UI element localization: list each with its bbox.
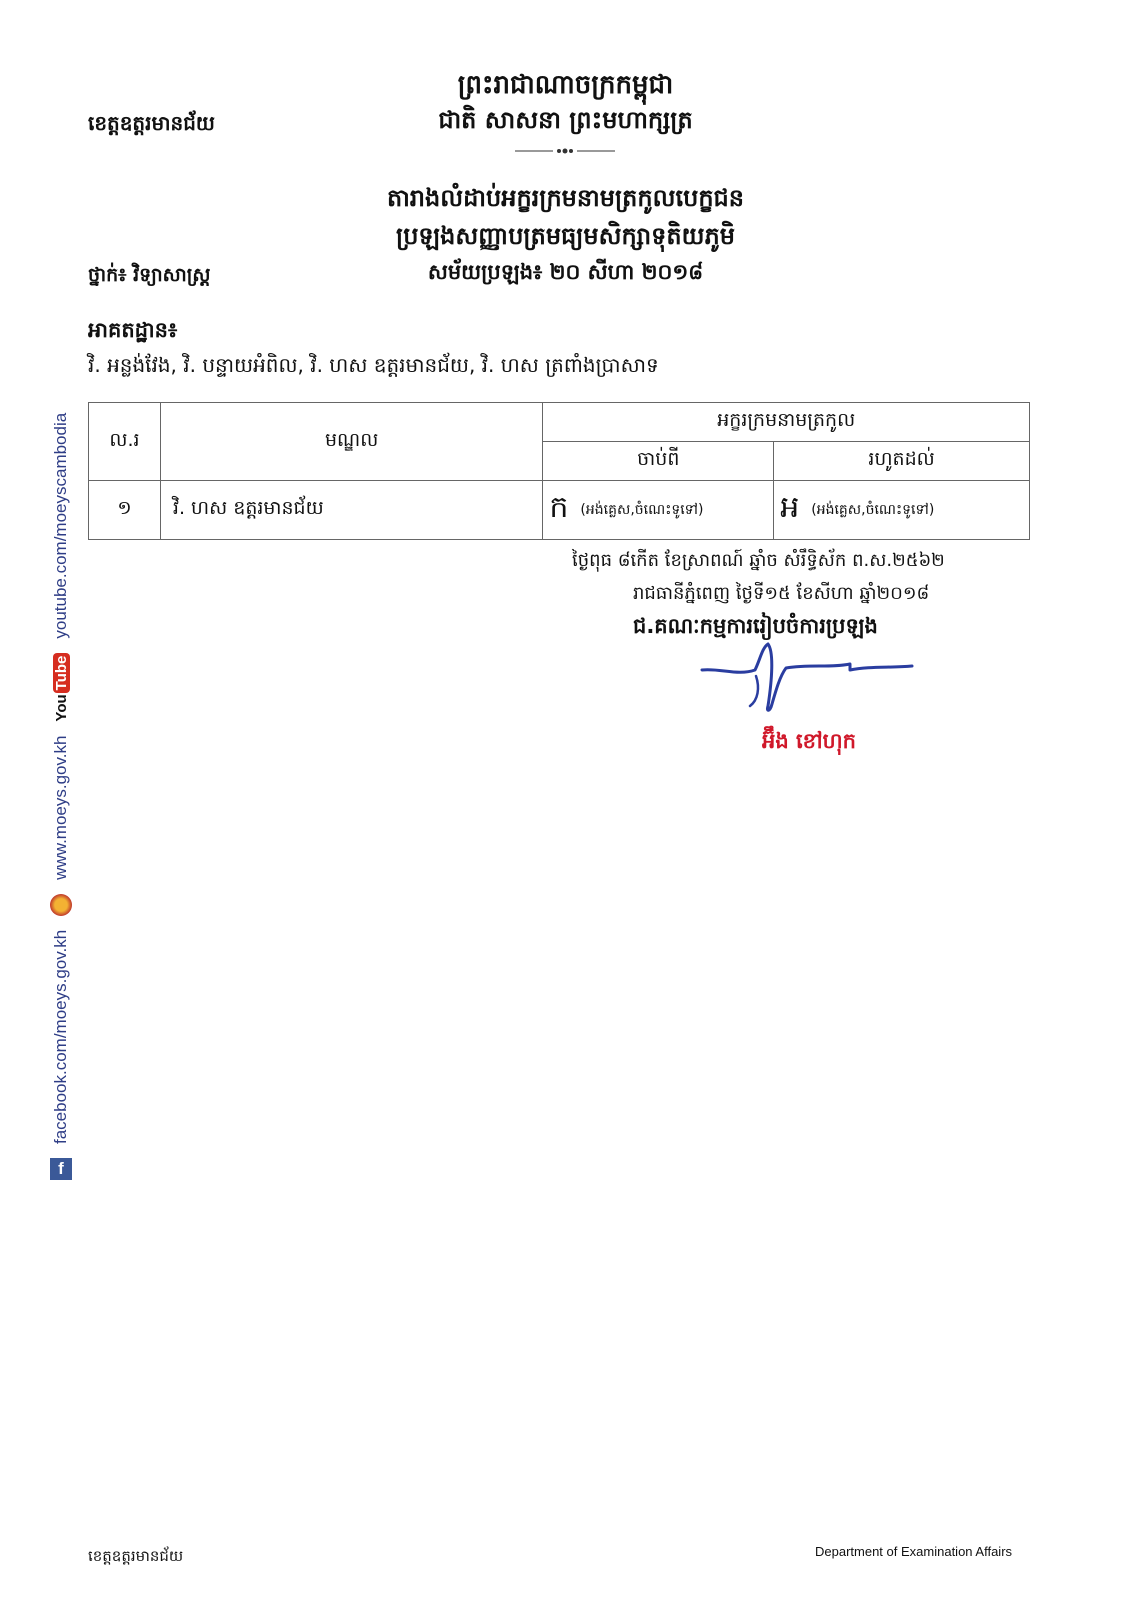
document-title: តារាងលំដាប់អក្ខរក្រមនាមត្រកូលបេក្ខជន: [386, 184, 745, 212]
school-list: វិ. អន្លង់វែង, វិ. បន្ទាយអំពិល, វិ. ហស ឧត្តរមានជ័យ, វិ. ហស ត្រពាំងប្រាសាទ: [88, 353, 659, 377]
header-no: ល.រ: [89, 403, 161, 481]
header-to: រហូតដល់: [774, 442, 1030, 481]
exam-session: សម័យប្រឡង៖ ២០ សីហា ២០១៨: [427, 260, 704, 284]
solar-date: រាជធានីភ្នំពេញ ថ្ងៃទី១៥ ខែសីហា ឆ្នាំ២០១៨: [633, 583, 930, 604]
to-note: (អង់គ្លេស,ចំណេះទូទៅ): [811, 501, 935, 518]
header-from: ចាប់ពី: [543, 442, 774, 481]
youtube-tube: Tube: [53, 653, 70, 694]
header-alphabet: អក្ខរក្រមនាមត្រកូល: [543, 403, 1030, 442]
from-letter: ក: [549, 490, 569, 525]
from-note: (អង់គ្លេស,ចំណេះទូទៅ): [580, 501, 704, 518]
youtube-link[interactable]: youtube.com/moeyscambodia: [51, 412, 70, 639]
signer-role: ជ.គណៈកម្មការរៀបចំការប្រឡង: [633, 614, 878, 638]
row-center: វិ. ហស ឧត្តរមានជ័យ: [160, 481, 542, 540]
facebook-link[interactable]: facebook.com/moeys.gov.kh: [51, 929, 70, 1144]
ministry-emblem-icon: [50, 894, 72, 916]
youtube-icon: [53, 653, 70, 722]
alphabet-table: [88, 402, 1030, 540]
province-label: ខេត្តឧត្តរមានជ័យ: [88, 111, 215, 135]
grade-label: ថ្នាក់៖ វិទ្យាសាស្ត្រ: [88, 264, 211, 286]
to-letter: អ: [780, 490, 800, 525]
row-no: ១: [89, 481, 161, 540]
youtube-you: You: [52, 694, 70, 722]
social-links-strip: [48, 0, 74, 1180]
signer-name: អ៊ឹង ខៅហុក: [762, 729, 856, 753]
table-row: [89, 481, 1030, 540]
footer-province: ខេត្តឧត្តរមានជ័យ: [88, 1547, 184, 1565]
facebook-icon: f: [50, 1158, 72, 1180]
signature: [700, 640, 915, 715]
website-link[interactable]: www.moeys.gov.kh: [51, 735, 70, 880]
ornament-divider: [515, 147, 615, 155]
header-center: មណ្ឌល: [160, 403, 542, 481]
footer-department: Department of Examination Affairs: [815, 1544, 1013, 1559]
exam-title: ប្រឡងសញ្ញាបត្រមធ្យមសិក្សាទុតិយភូមិ: [396, 222, 735, 250]
row-from: [543, 481, 774, 540]
kingdom-title: ព្រះរាជាណាចក្រកម្ពុជា: [457, 70, 674, 100]
row-to: [774, 481, 1030, 540]
lunar-date: ថ្ងៃពុធ ៨កើត ខែស្រាពណ៍ ឆ្នាំច សំរឹទ្ធិស័ក ព.ស.២៥៦២: [572, 550, 945, 571]
national-motto: ជាតិ សាសនា ព្រះមហាក្សត្រ: [438, 106, 693, 134]
location-label: អាគតដ្ឋាន៖: [88, 318, 178, 342]
